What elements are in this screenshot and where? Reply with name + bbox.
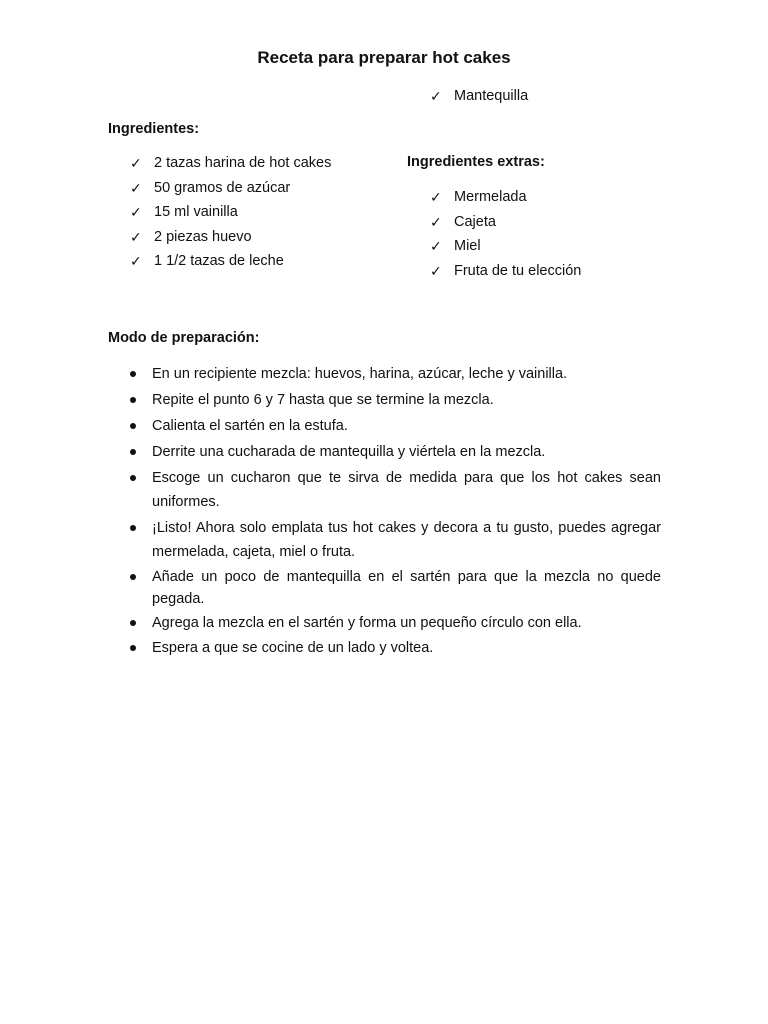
step-text: Repite el punto 6 y 7 hasta que se termine la mezcla. <box>152 392 494 408</box>
ingredients-overflow-list <box>430 86 528 111</box>
extra-label: Mermelada <box>454 189 527 205</box>
bullet-dot-icon <box>130 423 136 429</box>
step-text: Derrite una cucharada de mantequilla y viértela en la mezcla. <box>152 444 546 460</box>
ingredient-label: Mantequilla <box>454 88 529 104</box>
list-item <box>128 516 661 564</box>
checkmark-icon: ✓ <box>430 262 442 279</box>
ingredients-heading: Ingredientes: <box>108 121 200 137</box>
list-item <box>430 236 581 261</box>
ingredient-label: 2 piezas huevo <box>154 228 252 245</box>
checkmark-icon: ✓ <box>430 88 442 104</box>
extra-label: Fruta de tu elección <box>454 262 582 279</box>
list-item <box>130 227 331 252</box>
bullet-dot-icon <box>130 574 136 580</box>
ingredient-label: 15 ml vainilla <box>154 204 238 220</box>
list-item <box>128 466 661 514</box>
checkmark-icon: ✓ <box>130 253 142 269</box>
list-item <box>128 362 661 386</box>
ingredient-label: 2 tazas harina de hot cakes <box>154 155 332 171</box>
ingredients-list <box>130 153 331 276</box>
bullet-dot-icon <box>130 645 136 651</box>
list-item <box>128 414 661 438</box>
preparation-steps-list <box>128 362 661 662</box>
checkmark-icon: ✓ <box>430 213 442 230</box>
extras-heading: Ingredientes extras: <box>407 154 545 170</box>
checkmark-icon: ✓ <box>430 189 442 205</box>
list-item <box>130 202 331 227</box>
checkmark-icon: ✓ <box>130 228 142 245</box>
extra-label: Cajeta <box>454 213 496 230</box>
step-text: En un recipiente mezcla: huevos, harina, azúcar, leche y vainilla. <box>152 366 568 382</box>
checkmark-icon: ✓ <box>130 179 142 196</box>
ingredient-label: 1 1/2 tazas de leche <box>154 253 284 269</box>
list-item <box>430 212 581 237</box>
extras-list <box>430 187 581 285</box>
list-item <box>130 153 331 178</box>
checkmark-icon: ✓ <box>130 155 142 171</box>
bullet-dot-icon <box>130 397 136 403</box>
step-text: Agrega la mezcla en el sartén y forma un pequeño círculo con ella. <box>152 615 582 631</box>
list-item <box>128 440 661 464</box>
step-text: Escoge un cucharon que te sirva de medida para que los hot cakes sean uniformes. <box>152 470 661 510</box>
bullet-dot-icon <box>130 475 136 481</box>
step-text: Espera a que se cocine de un lado y voltea. <box>152 640 434 656</box>
list-item <box>128 636 661 660</box>
bullet-dot-icon <box>130 371 136 377</box>
checkmark-icon: ✓ <box>130 204 142 220</box>
list-item <box>430 261 581 286</box>
extra-label: Miel <box>454 238 481 254</box>
bullet-dot-icon <box>130 525 136 531</box>
bullet-dot-icon <box>130 620 136 626</box>
step-text: ¡Listo! Ahora solo emplata tus hot cakes y decora a tu gusto, puedes agregar mermelada, cajeta, miel o fruta. <box>152 520 661 560</box>
list-item <box>128 388 661 412</box>
list-item <box>430 86 528 111</box>
list-item <box>130 178 331 203</box>
checkmark-icon: ✓ <box>430 238 442 254</box>
list-item <box>128 612 661 634</box>
bullet-dot-icon <box>130 449 136 455</box>
page-title: Receta para preparar hot cakes <box>257 48 511 67</box>
list-item <box>430 187 581 212</box>
step-text: Calienta el sartén en la estufa. <box>152 418 348 434</box>
preparation-heading: Modo de preparación: <box>108 330 260 346</box>
list-item <box>130 251 331 276</box>
step-text: Añade un poco de mantequilla en el sartén para que la mezcla no quede pegada. <box>152 569 661 607</box>
list-item <box>128 566 661 610</box>
ingredient-label: 50 gramos de azúcar <box>154 179 291 196</box>
